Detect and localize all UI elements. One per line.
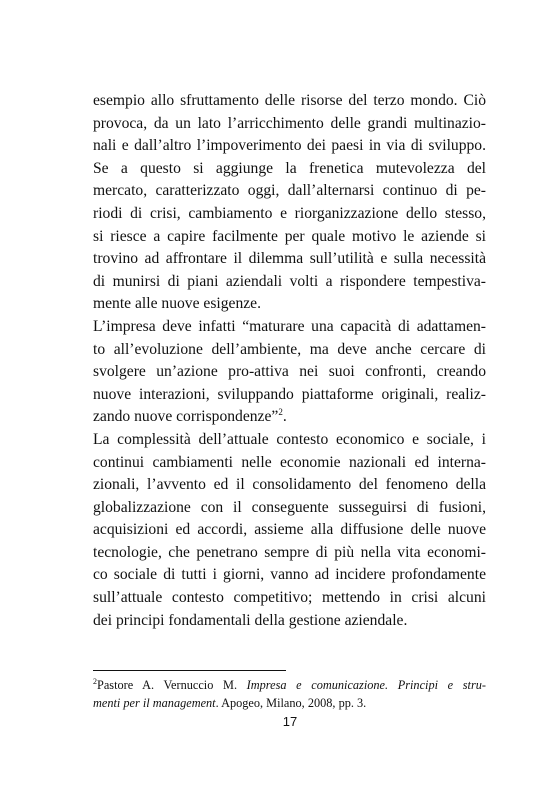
footnote-author: Pastore A. Vernuccio M. (97, 678, 247, 692)
footnote-number: 2 (93, 676, 97, 686)
text-line: mercato, caratterizzato oggi, dall’alternarsi continuo di pe- (93, 182, 486, 200)
footnote (93, 676, 486, 712)
text-line-content: zando nuove corrispondenze” (93, 408, 279, 426)
text-line (93, 406, 486, 429)
paragraph-1 (93, 90, 486, 316)
footnote-title-part-2: menti per il management (93, 696, 216, 710)
body-text (93, 90, 486, 632)
text-line-punctuation: . (282, 408, 287, 426)
text-line: mente alle nuove esigenze. (93, 295, 261, 313)
text-line: esempio allo sfruttamento delle risorse del terzo mondo. Ciò (93, 92, 486, 109)
footnote-line-1 (93, 676, 486, 694)
text-line: trovino ad affrontare il dilemma sull’utilità e sulla necessità (93, 250, 486, 268)
text-line: globalizzazione con il conseguente susseguirsi di fusioni, (93, 498, 486, 516)
paragraph-3 (93, 429, 486, 632)
footnote-title-part-1: Impresa e comunicazione. Principi e stru- (246, 678, 486, 692)
page-number: 17 (282, 714, 298, 729)
text-line: si riesce a capire facilmente per quale motivo le aziende si (93, 227, 486, 245)
text-line: acquisizioni ed accordi, assieme alla diffusione delle nuove (93, 521, 486, 539)
text-line: nali e dall’altro l’impoverimento dei paesi in via di sviluppo. (93, 137, 486, 155)
footnote-line-2 (93, 694, 486, 712)
text-line: dei principi fondamentali della gestione aziendale. (93, 611, 408, 629)
footnote-separator (93, 670, 286, 671)
footnote-reference[interactable]: 2 (278, 407, 283, 418)
text-line: La complessità dell’attuale contesto economico e sociale, i (93, 430, 486, 448)
text-line: co sociale di tutti i giorni, vanno ad incidere profondamente (93, 566, 486, 584)
text-line: tecnologie, che penetrano sempre di più nella vita economi- (93, 543, 486, 561)
footnote-publication: . Apogeo, Milano, 2008, pp. 3. (215, 696, 367, 710)
text-line: svolgere un’azione pro-attiva nei suoi confronti, creando (93, 363, 486, 381)
text-line: sull’attuale contesto competitivo; mettendo in crisi alcuni (93, 589, 486, 607)
text-line: zionali, l’avvento ed il consolidamento del fenomeno della (93, 476, 486, 494)
text-line: riodi di crisi, cambiamento e riorganizzazione dello stesso, (93, 204, 486, 222)
text-line: nuove interazioni, sviluppando piattaforme originali, realiz- (93, 385, 486, 403)
text-line: provoca, da un lato l’arricchimento delle grandi multinazio- (93, 114, 486, 132)
paragraph-2 (93, 316, 486, 429)
text-line: continui cambiamenti nelle economie nazionali ed interna- (93, 453, 486, 471)
text-line: to all’evoluzione dell’ambiente, ma deve anche cercare di (93, 340, 486, 358)
text-line: di munirsi di piani aziendali volti a rispondere tempestiva- (93, 272, 486, 290)
text-line: Se a questo si aggiunge la frenetica mutevolezza del (93, 159, 486, 177)
text-line: L’impresa deve infatti “maturare una capacità di adattamen- (93, 317, 486, 335)
